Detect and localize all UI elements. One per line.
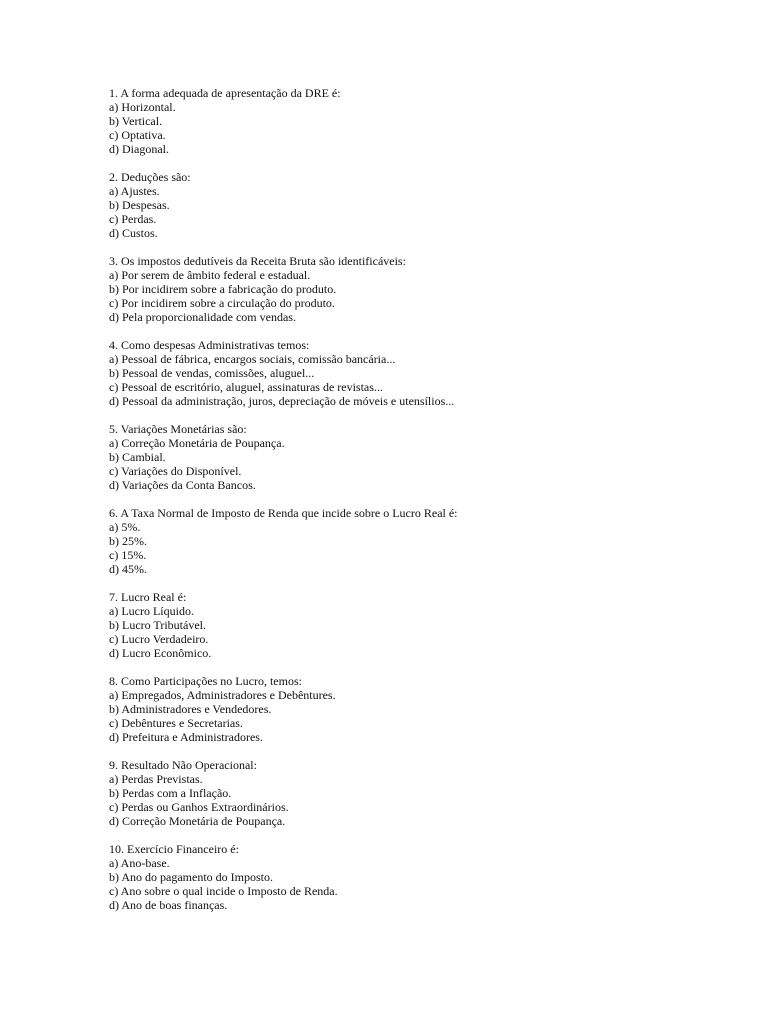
answer-option-d: d) Pessoal da administração, juros, depreciação de móveis e utensílios... [109, 394, 455, 408]
answer-option-a: a) Ajustes. [109, 184, 160, 198]
question-7 [109, 590, 669, 660]
question-6 [109, 506, 669, 576]
question-prompt: 7. Lucro Real é: [109, 590, 187, 604]
question-prompt: 8. Como Participações no Lucro, temos: [109, 674, 302, 688]
answer-option-b: b) Cambial. [109, 450, 166, 464]
answer-option-b: b) Administradores e Vendedores. [109, 702, 272, 716]
answer-option-b: b) Lucro Tributável. [109, 618, 206, 632]
answer-option-b: b) 25%. [109, 534, 147, 548]
question-2 [109, 170, 669, 240]
answer-option-d: d) Correção Monetária de Poupança. [109, 814, 286, 828]
answer-option-d: d) Pela proporcionalidade com vendas. [109, 310, 296, 324]
question-8 [109, 674, 669, 744]
answer-option-a: a) Horizontal. [109, 100, 176, 114]
question-prompt: 5. Variações Monetárias são: [109, 422, 247, 436]
answer-option-b: b) Vertical. [109, 114, 163, 128]
answer-option-b: b) Ano do pagamento do Imposto. [109, 870, 273, 884]
quiz-content [109, 86, 669, 926]
question-prompt: 4. Como despesas Administrativas temos: [109, 338, 310, 352]
question-prompt: 2. Deduções são: [109, 170, 191, 184]
answer-option-a: a) 5%. [109, 520, 141, 534]
answer-option-b: b) Perdas com a Inflação. [109, 786, 232, 800]
question-3 [109, 254, 669, 324]
question-1 [109, 86, 669, 156]
answer-option-a: a) Por serem de âmbito federal e estadual. [109, 268, 311, 282]
question-10 [109, 842, 669, 912]
answer-option-c: c) Debêntures e Secretarias. [109, 716, 243, 730]
answer-option-c: c) Ano sobre o qual incide o Imposto de Renda. [109, 884, 338, 898]
answer-option-b: b) Despesas. [109, 198, 170, 212]
answer-option-a: a) Lucro Líquido. [109, 604, 194, 618]
answer-option-a: a) Pessoal de fábrica, encargos sociais, comissão bancária... [109, 352, 396, 366]
answer-option-c: c) 15%. [109, 548, 147, 562]
answer-option-d: d) Custos. [109, 226, 158, 240]
answer-option-c: c) Perdas. [109, 212, 157, 226]
answer-option-c: c) Por incidirem sobre a circulação do produto. [109, 296, 335, 310]
question-5 [109, 422, 669, 492]
answer-option-d: d) Diagonal. [109, 142, 169, 156]
question-prompt: 1. A forma adequada de apresentação da DRE é: [109, 86, 341, 100]
question-prompt: 10. Exercício Financeiro é: [109, 842, 239, 856]
answer-option-d: d) Variações da Conta Bancos. [109, 478, 256, 492]
answer-option-d: d) 45%. [109, 562, 147, 576]
answer-option-d: d) Ano de boas finanças. [109, 898, 228, 912]
question-9 [109, 758, 669, 828]
question-prompt: 6. A Taxa Normal de Imposto de Renda que incide sobre o Lucro Real é: [109, 506, 458, 520]
answer-option-b: b) Por incidirem sobre a fabricação do produto. [109, 282, 337, 296]
answer-option-c: c) Optativa. [109, 128, 166, 142]
answer-option-a: a) Empregados, Administradores e Debêntures. [109, 688, 336, 702]
answer-option-b: b) Pessoal de vendas, comissões, aluguel... [109, 366, 315, 380]
answer-option-c: c) Pessoal de escritório, aluguel, assinaturas de revistas... [109, 380, 383, 394]
answer-option-a: a) Perdas Previstas. [109, 772, 203, 786]
answer-option-d: d) Lucro Econômico. [109, 646, 212, 660]
question-prompt: 3. Os impostos dedutíveis da Receita Bruta são identificáveis: [109, 254, 406, 268]
answer-option-c: c) Perdas ou Ganhos Extraordinários. [109, 800, 289, 814]
answer-option-a: a) Correção Monetária de Poupança. [109, 436, 285, 450]
question-prompt: 9. Resultado Não Operacional: [109, 758, 257, 772]
question-4 [109, 338, 669, 408]
answer-option-c: c) Lucro Verdadeiro. [109, 632, 209, 646]
answer-option-d: d) Prefeitura e Administradores. [109, 730, 263, 744]
answer-option-c: c) Variações do Disponível. [109, 464, 242, 478]
answer-option-a: a) Ano-base. [109, 856, 170, 870]
